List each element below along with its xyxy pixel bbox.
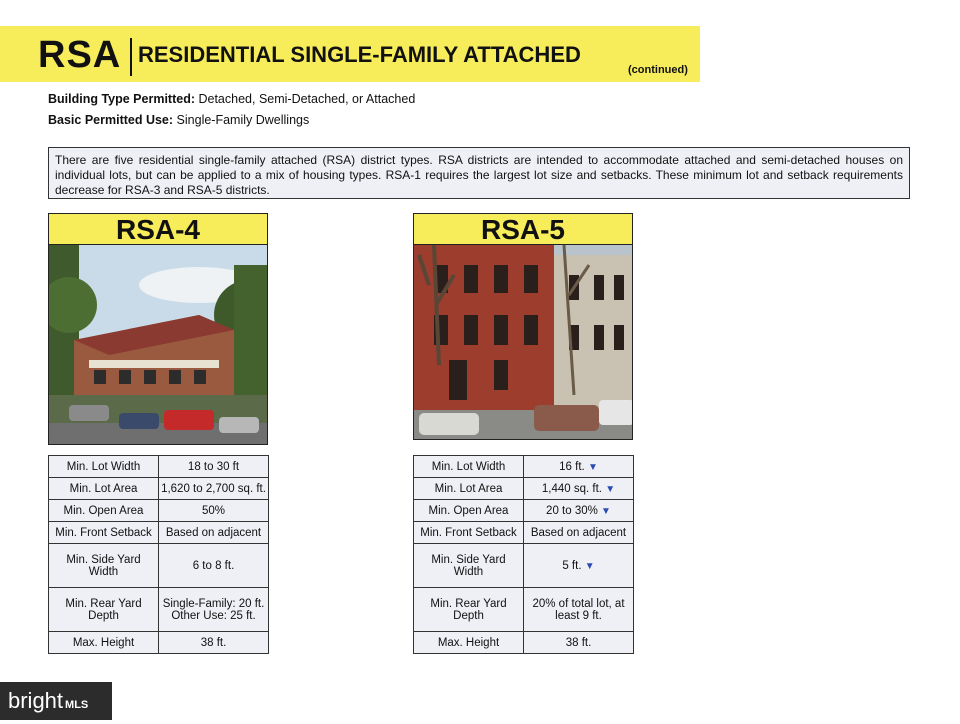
row-value: 6 to 8 ft. [159, 544, 269, 588]
building-type-line [48, 92, 415, 106]
row-label: Min. Side Yard Width [49, 544, 159, 588]
page-title: RESIDENTIAL SINGLE-FAMILY ATTACHED [138, 42, 581, 67]
row-label: Min. Rear Yard Depth [414, 588, 524, 632]
row-value: 16 ft. [559, 460, 585, 473]
table-row [414, 500, 634, 522]
permitted-use-label: Basic Permitted Use: [48, 113, 174, 127]
rsa-4-requirements-table [48, 455, 269, 654]
logo-text: bright [8, 688, 64, 713]
table-row [414, 456, 634, 478]
row-label: Max. Height [414, 632, 524, 654]
rsa-4-photo [48, 245, 268, 445]
decrease-arrow-icon: ▼ [601, 505, 611, 517]
bright-mls-logo [0, 682, 112, 720]
table-row [49, 456, 269, 478]
row-value: Single-Family: 20 ft. Other Use: 25 ft. [159, 588, 269, 632]
rsa-5-photo [413, 245, 633, 440]
row-value-cell [524, 544, 634, 588]
row-label: Min. Open Area [414, 500, 524, 522]
table-row [414, 544, 634, 588]
district-code: RSA [38, 34, 122, 76]
row-label: Min. Lot Area [414, 478, 524, 500]
row-label: Min. Front Setback [49, 522, 159, 544]
continued-label: (continued) [628, 64, 688, 76]
table-row [49, 588, 269, 632]
table-row [414, 522, 634, 544]
table-row [49, 522, 269, 544]
row-value-cell [524, 478, 634, 500]
logo-suffix: MLS [65, 699, 89, 711]
table-row [414, 588, 634, 632]
row-value: 1,440 sq. ft. [541, 482, 602, 495]
decrease-arrow-icon: ▼ [584, 560, 595, 572]
table-row [49, 500, 269, 522]
district-heading: RSA-5 [413, 213, 633, 245]
table-row [49, 544, 269, 588]
row-label: Min. Front Setback [414, 522, 524, 544]
table-row [414, 632, 634, 654]
row-value: Based on adjacent [159, 522, 269, 544]
table-row [414, 478, 634, 500]
title-divider [130, 38, 132, 76]
row-value-cell [524, 456, 634, 478]
decrease-arrow-icon: ▼ [605, 483, 616, 495]
row-label: Min. Lot Width [49, 456, 159, 478]
permitted-use-line [48, 113, 309, 127]
permitted-use-value: Single-Family Dwellings [176, 113, 310, 127]
row-label: Max. Height [49, 632, 159, 654]
intro-paragraph: There are five residential single-family attached (RSA) district types. RSA districts are intended to accommodate attached and semi-detached houses on individual lots, but can be applied to a mix of housing types. RSA-1 requires the largest lot size and setbacks. These minimum lot and setback requirements decrease for RSA-3 and RSA-5 districts. [48, 147, 910, 199]
row-label: Min. Side Yard Width [414, 544, 524, 588]
district-rsa-5 [413, 213, 633, 440]
district-heading: RSA-4 [48, 213, 268, 245]
row-value: 38 ft. [159, 632, 269, 654]
row-value-cell [524, 500, 634, 522]
row-label: Min. Lot Area [49, 478, 159, 500]
row-value: 20% of total lot, at least 9 ft. [524, 588, 634, 632]
decrease-arrow-icon: ▼ [587, 461, 598, 473]
header-banner [0, 26, 700, 82]
row-value: 38 ft. [524, 632, 634, 654]
building-type-value: Detached, Semi-Detached, or Attached [198, 92, 416, 106]
row-label: Min. Open Area [49, 500, 159, 522]
row-value: 5 ft. [562, 559, 582, 572]
table-row [49, 632, 269, 654]
row-value: 1,620 to 2,700 sq. ft. [159, 478, 269, 500]
row-value: Based on adjacent [524, 522, 634, 544]
row-value: 18 to 30 ft [159, 456, 269, 478]
row-label: Min. Lot Width [414, 456, 524, 478]
row-value: 20 to 30% [546, 504, 598, 517]
rsa-5-requirements-table [413, 455, 634, 654]
building-type-label: Building Type Permitted: [48, 92, 195, 106]
table-row [49, 478, 269, 500]
row-label: Min. Rear Yard Depth [49, 588, 159, 632]
row-value: 50% [159, 500, 269, 522]
district-rsa-4 [48, 213, 268, 445]
